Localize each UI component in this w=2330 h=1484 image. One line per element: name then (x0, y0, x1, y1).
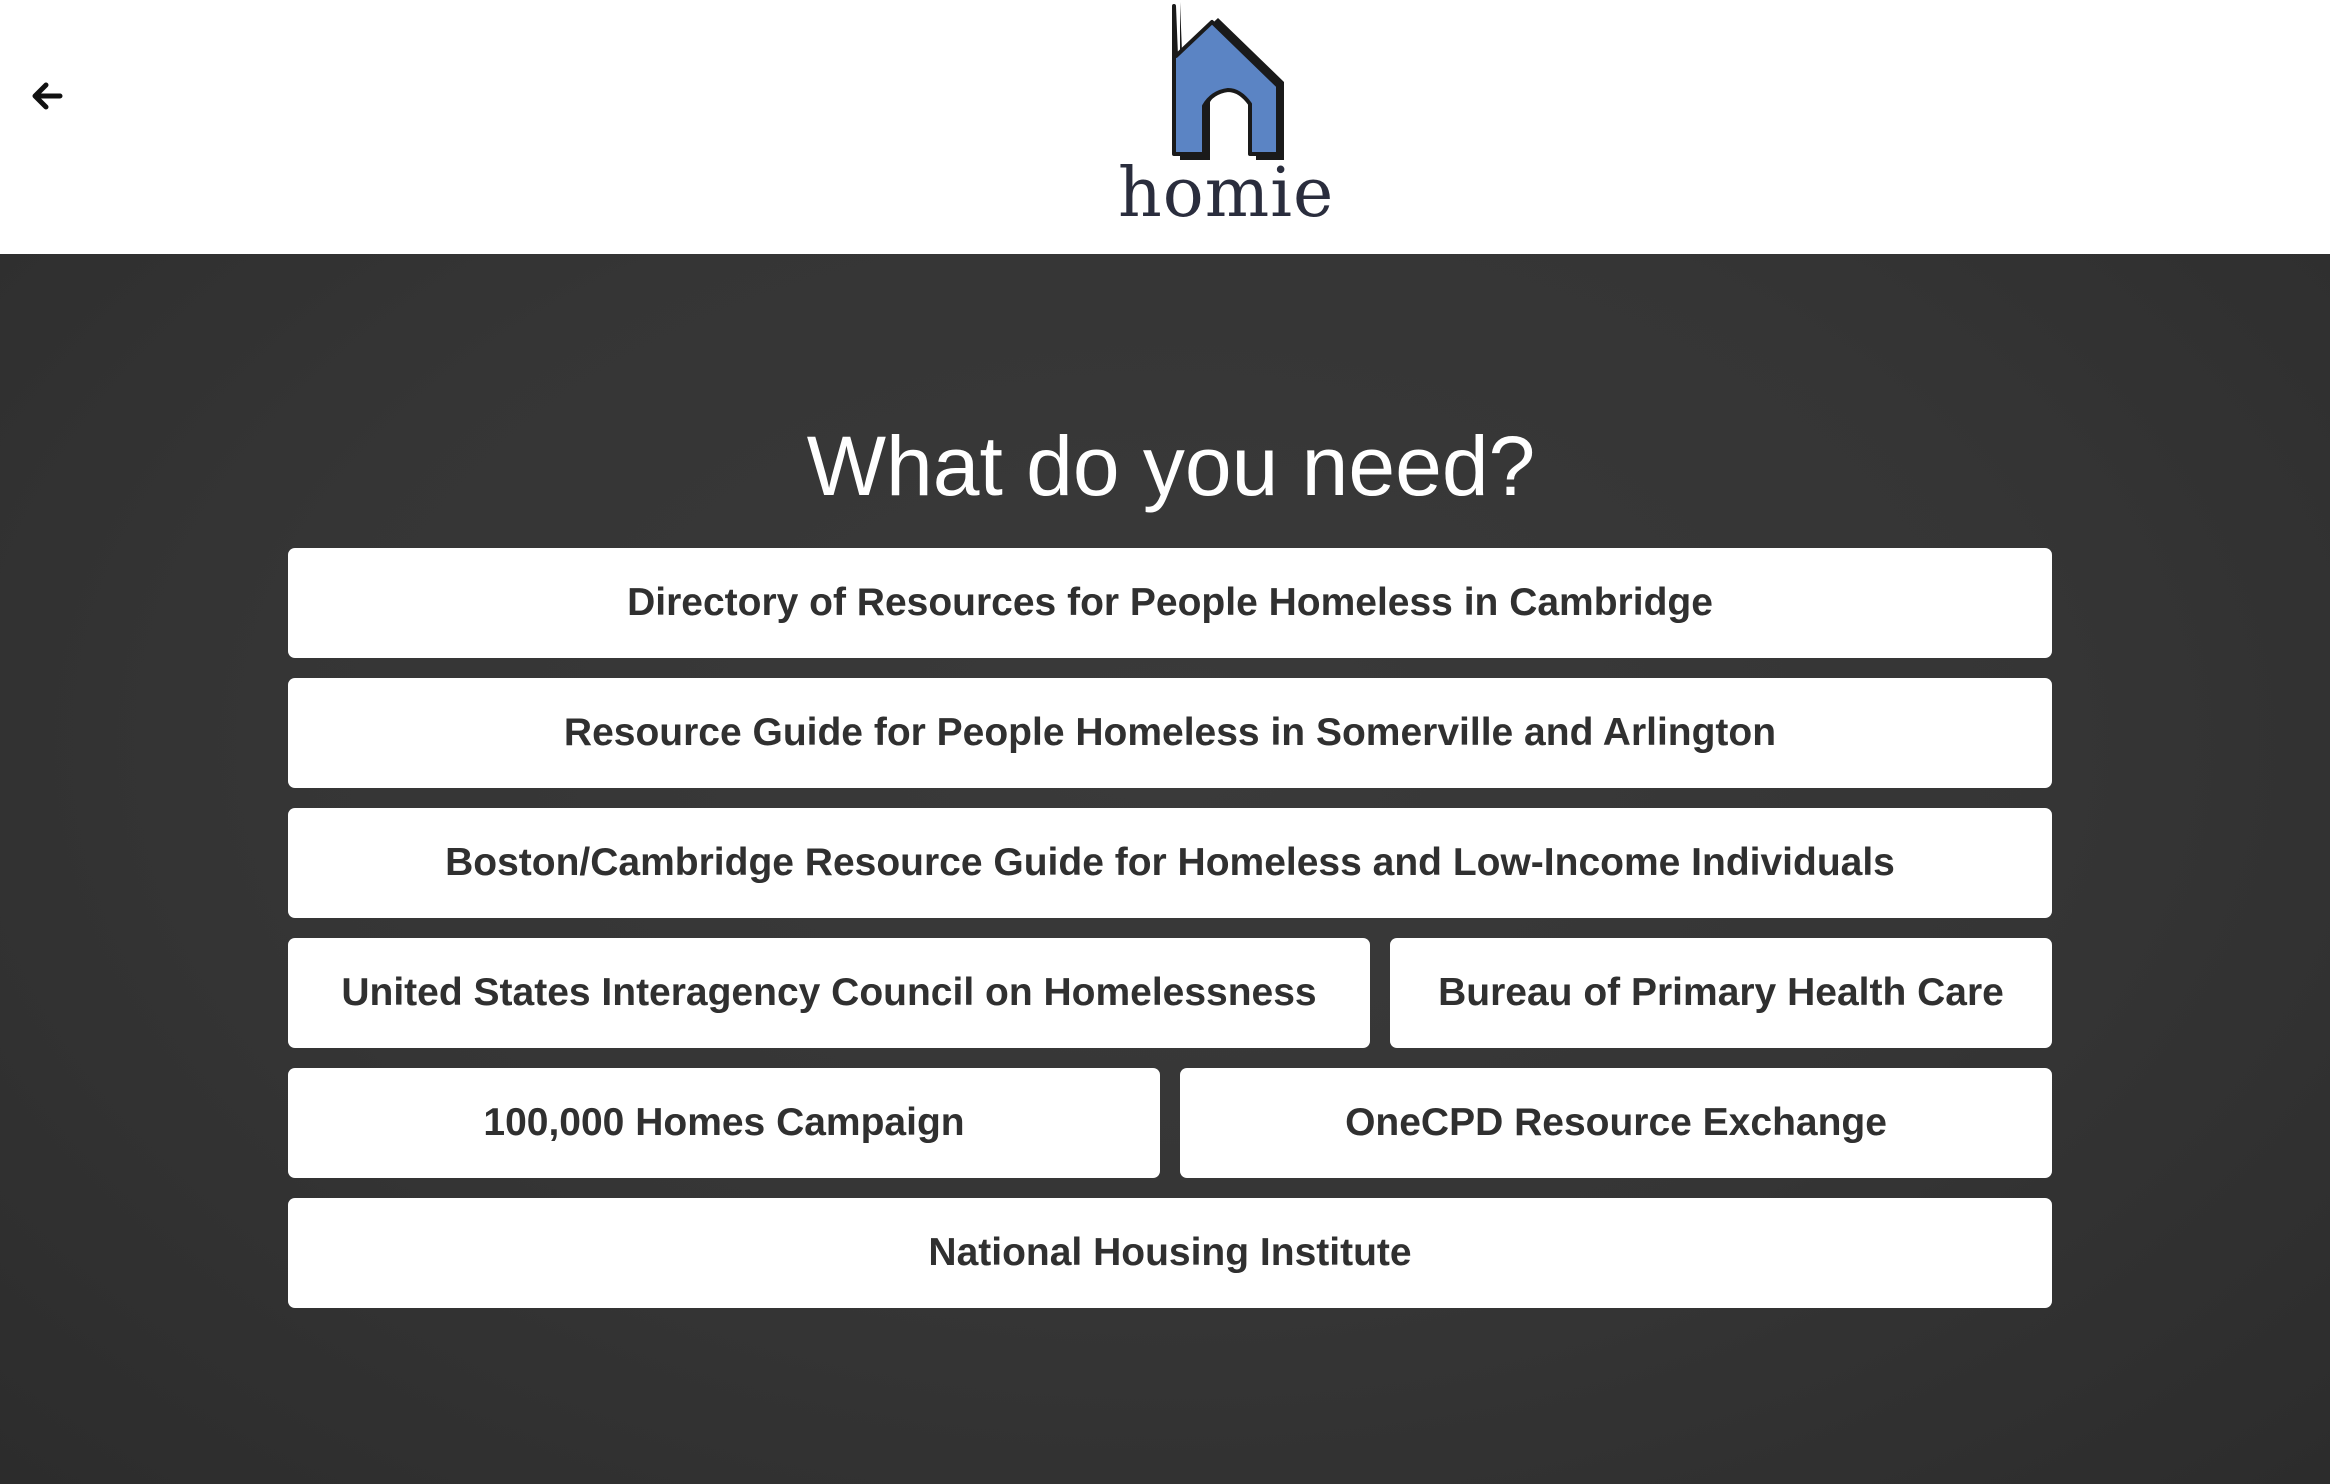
resource-button-cambridge-directory[interactable] (288, 548, 2052, 658)
resource-button-label: Boston/Cambridge Resource Guide for Homeless and Low-Income Individuals (445, 841, 1895, 884)
resource-button-label: National Housing Institute (928, 1231, 1412, 1274)
resource-button-100k-homes[interactable] (288, 1068, 1160, 1178)
resource-button-label: United States Interagency Council on Homelessness (341, 971, 1317, 1014)
arrow-left-icon (28, 78, 64, 114)
resource-button-label: Bureau of Primary Health Care (1438, 971, 2004, 1014)
logo-wordmark: homie (1118, 154, 1335, 233)
resource-button-boston-cambridge[interactable] (288, 808, 2052, 918)
page-title: What do you need? (806, 419, 1536, 513)
resource-button-label: 100,000 Homes Campaign (483, 1101, 965, 1144)
resource-button-bphc[interactable] (1390, 938, 2052, 1048)
main-panel (0, 254, 2330, 1484)
resource-button-label: Resource Guide for People Homeless in Somerville and Arlington (563, 711, 1777, 754)
resource-button-label: OneCPD Resource Exchange (1345, 1101, 1887, 1144)
resource-button-onecpd[interactable] (1180, 1068, 2052, 1178)
resource-button-usich[interactable] (288, 938, 1370, 1048)
back-button[interactable] (18, 68, 74, 124)
resource-button-somerville-arlington[interactable] (288, 678, 2052, 788)
app-header (0, 0, 2330, 254)
resource-button-nhi[interactable] (288, 1198, 2052, 1308)
resource-button-label: Directory of Resources for People Homeless in Cambridge (627, 581, 1713, 624)
